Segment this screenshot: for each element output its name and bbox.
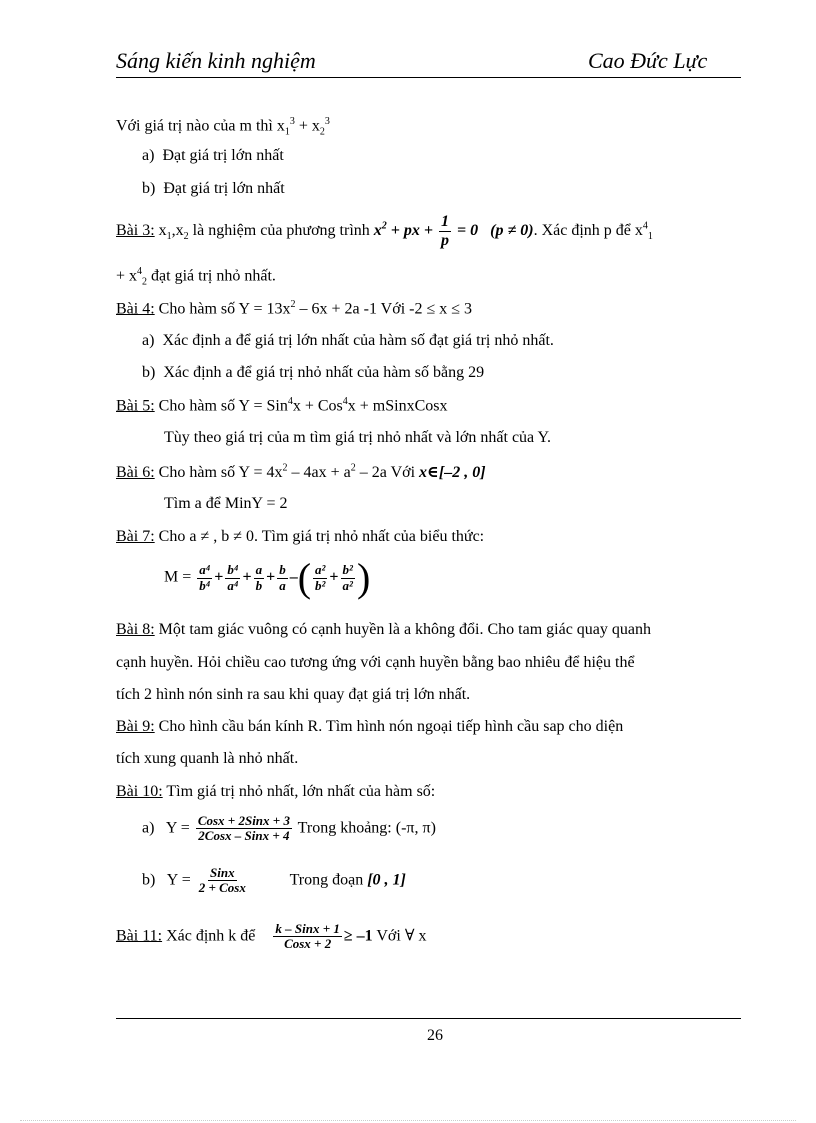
bai-11: Bài 11: Xác định k để $\frac{\text{k – Sinx + 1}}{\text{Cosx + 2}}$ ≥ –1 Với ∀ x xyxy=(116,921,427,952)
bai-8-line1: Bài 8: Một tam giác vuông có cạnh huyền là a không đổi. Cho tam giác quay quanh xyxy=(116,621,651,638)
bai-9-line1: Bài 9: Cho hình cầu bán kính R. Tìm hình nón ngoại tiếp hình cầu sap cho diện xyxy=(116,718,624,735)
bai-6-text: Tìm a để MinY = 2 xyxy=(164,495,288,512)
bai-6: Bài 6: Cho hàm số $Y = 4x^2 - 4ax + a^2 - 2a$ Với x∈[–2 , 0] xyxy=(116,462,486,481)
bai-4-a: a) Xác định a để giá trị lớn nhất của hàm số đạt giá trị nhỏ nhất. xyxy=(142,332,554,349)
bai-3: Bài 3: $x_1,x_2$ là nghiệm của phương trình $x^2$ + px + $\frac{1}{p}$ = 0 (p ≠ 0). Xác định p để $x^4_1$ xyxy=(116,213,653,249)
footer-rule xyxy=(116,1018,741,1019)
bai-3-equation: $x^2$ + px + $\frac{1}{p}$ = 0 (p ≠ 0) xyxy=(373,213,534,249)
bai-3-title: Bài 3: xyxy=(116,221,155,239)
bai-8-line2: cạnh huyền. Hỏi chiều cao tương ứng với cạnh huyền bằng bao nhiêu để hiệu thể xyxy=(116,654,635,671)
page-number: 26 xyxy=(427,1027,443,1044)
bai-7-formula: M = $\frac{\text{a⁴}}{\text{b⁴}}$ + $\frac{\text{b⁴}}{\text{a⁴}}$ + $\frac{a}{b}$ + $\frac{b}{a}$ –( $\frac{\text{a²}}{\text{b²}}$ + $\frac{\text{b²}}{\text{a²}}$ ) xyxy=(164,555,371,600)
bai-10-a: a) Y = $\frac{\text{Cosx + 2Sinx + 3}}{\text{2Cosx – Sinx + 4}}$ Trong khoảng: (-π, π) xyxy=(142,813,436,844)
bai-10: Bài 10: Tìm giá trị nhỏ nhất, lớn nhất của hàm số: xyxy=(116,783,436,800)
bai-8-line3: tích 2 hình nón sinh ra sau khi quay đạt giá trị lớn nhất. xyxy=(116,686,471,703)
bai-5-text: Tùy theo giá trị của m tìm giá trị nhỏ nhất và lớn nhất của Y. xyxy=(164,429,552,446)
header-rule xyxy=(116,77,741,78)
bai-4-b: b) Xác định a để giá trị nhỏ nhất của hàm số bằng 29 xyxy=(142,364,485,381)
bai-4: Bài 4: Cho hàm số $Y = 13x^2 - 6x + 2a$ -1 Với -2 ≤ x ≤ 3 xyxy=(116,299,473,318)
question-line: Với giá trị nào của m thì $x_1^3 + x_2^3$ xyxy=(116,116,330,138)
bai-3-cont: + $x^4_2$ đạt giá trị nhỏ nhất. xyxy=(116,266,276,288)
bai-5: Bài 5: Cho hàm số Y = Sin$^4$x + Cos$^4$x + mSinxCosx xyxy=(116,396,448,415)
bai-9-line2: tích xung quanh là nhỏ nhất. xyxy=(116,750,299,767)
item-a: a) Đạt giá trị lớn nhất xyxy=(142,147,284,164)
header-left: Sáng kiến kinh nghiệm xyxy=(116,48,316,73)
header-right: Cao Đức Lực xyxy=(588,48,708,73)
item-b: b) Đạt giá trị lớn nhất xyxy=(142,180,285,197)
page-edge xyxy=(20,1120,796,1121)
bai-7: Bài 7: Cho a ≠ , b ≠ 0. Tìm giá trị nhỏ nhất của biểu thức: xyxy=(116,528,485,545)
bai-10-b: b) Y = $\frac{\text{Sinx}}{\text{2 + Cosx}}$ Trong đoạn [0 , 1] xyxy=(142,865,406,896)
